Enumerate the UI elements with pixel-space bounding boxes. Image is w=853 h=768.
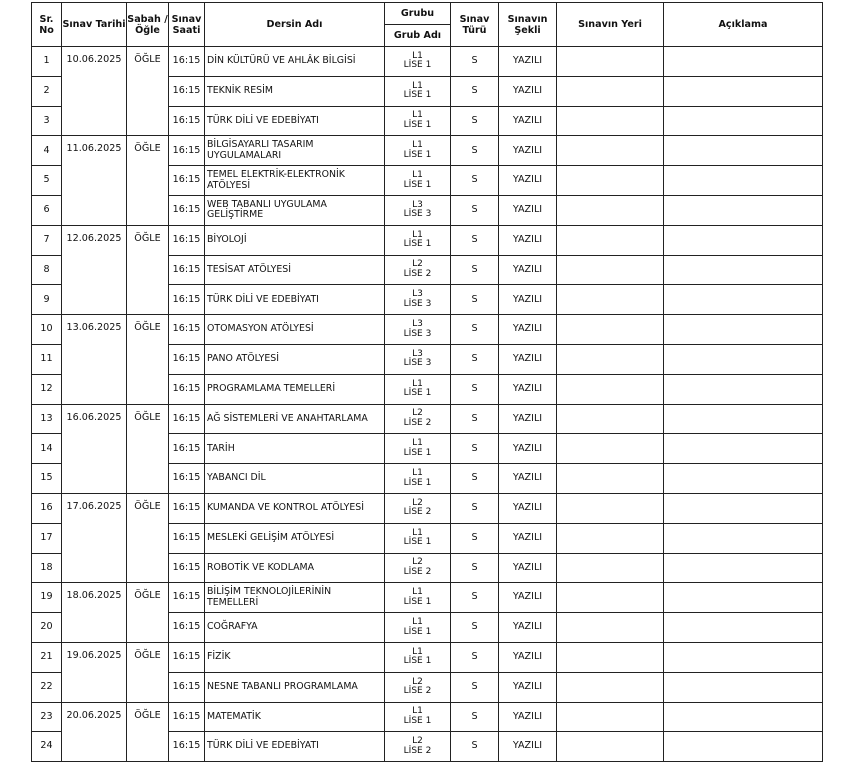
row-number: 18 [32, 553, 62, 583]
course-name: TÜRK DİLİ VE EDEBİYATI [205, 106, 385, 136]
exam-place [557, 583, 664, 613]
exam-type: S [451, 344, 499, 374]
group-name: LİSE 1 [403, 119, 432, 130]
group-code: L1 [412, 378, 423, 389]
exam-notes [664, 464, 823, 494]
exam-place [557, 76, 664, 106]
exam-time: 16:15 [169, 642, 205, 672]
exam-form: YAZILI [499, 195, 557, 225]
group-name: LİSE 2 [403, 268, 432, 279]
group-code: L2 [412, 497, 423, 508]
group-name: LİSE 1 [403, 715, 432, 726]
exam-period: ÖĞLE [127, 136, 169, 225]
row-number: 21 [32, 642, 62, 672]
exam-type: S [451, 464, 499, 494]
group-code: L2 [412, 557, 423, 568]
group-name: LİSE 3 [403, 209, 432, 220]
exam-notes [664, 76, 823, 106]
course-name: KUMANDA VE KONTROL ATÖLYESİ [205, 493, 385, 523]
course-name: TEKNİK RESİM [205, 76, 385, 106]
exam-notes [664, 195, 823, 225]
group-cell [385, 315, 451, 345]
exam-time: 16:15 [169, 493, 205, 523]
exam-notes [664, 315, 823, 345]
exam-time: 16:15 [169, 106, 205, 136]
exam-form: YAZILI [499, 702, 557, 732]
exam-place [557, 166, 664, 196]
group-code: L2 [412, 676, 423, 687]
exam-form: YAZILI [499, 642, 557, 672]
exam-period: ÖĞLE [127, 583, 169, 643]
table-header [32, 3, 823, 47]
group-name: LİSE 1 [403, 537, 432, 548]
course-name: PROGRAMLAMA TEMELLERİ [205, 374, 385, 404]
exam-notes [664, 553, 823, 583]
header-sr-no: Sr. No [32, 3, 62, 47]
table-row [32, 404, 823, 434]
group-name: LİSE 1 [403, 447, 432, 458]
exam-notes [664, 166, 823, 196]
exam-period: ÖĞLE [127, 404, 169, 493]
exam-place [557, 464, 664, 494]
exam-time: 16:15 [169, 613, 205, 643]
group-cell [385, 404, 451, 434]
group-cell [385, 106, 451, 136]
table-row [32, 702, 823, 732]
course-name: BİLGİSAYARLI TASARIM UYGULAMALARI [205, 136, 385, 166]
group-cell [385, 613, 451, 643]
header-group-name: Grub Adı [385, 25, 451, 47]
exam-form: YAZILI [499, 76, 557, 106]
exam-type: S [451, 732, 499, 762]
exam-type: S [451, 493, 499, 523]
group-cell [385, 732, 451, 762]
exam-period: ÖĞLE [127, 315, 169, 404]
table-row [32, 136, 823, 166]
exam-place [557, 344, 664, 374]
course-name: OTOMASYON ATÖLYESİ [205, 315, 385, 345]
exam-form: YAZILI [499, 404, 557, 434]
exam-type: S [451, 76, 499, 106]
row-number: 15 [32, 464, 62, 494]
exam-type: S [451, 374, 499, 404]
exam-time: 16:15 [169, 702, 205, 732]
header-exam-type: Sınav Türü [451, 3, 499, 47]
exam-notes [664, 583, 823, 613]
exam-type: S [451, 523, 499, 553]
group-code: L1 [412, 80, 423, 91]
exam-time: 16:15 [169, 195, 205, 225]
exam-type: S [451, 225, 499, 255]
course-name: TEMEL ELEKTRİK-ELEKTRONİK ATÖLYESİ [205, 166, 385, 196]
exam-time: 16:15 [169, 225, 205, 255]
group-code: L3 [412, 348, 423, 359]
group-code: L2 [412, 736, 423, 747]
table-row [32, 225, 823, 255]
row-number: 5 [32, 166, 62, 196]
exam-place [557, 523, 664, 553]
exam-schedule-table [31, 2, 823, 762]
row-number: 6 [32, 195, 62, 225]
exam-time: 16:15 [169, 732, 205, 762]
group-code: L1 [412, 438, 423, 449]
group-cell [385, 523, 451, 553]
exam-time: 16:15 [169, 47, 205, 77]
table-row [32, 315, 823, 345]
course-name: TESİSAT ATÖLYESİ [205, 255, 385, 285]
exam-place [557, 106, 664, 136]
course-name: YABANCI DİL [205, 464, 385, 494]
exam-place [557, 732, 664, 762]
group-name: LİSE 1 [403, 388, 432, 399]
exam-notes [664, 285, 823, 315]
exam-notes [664, 106, 823, 136]
group-code: L3 [412, 289, 423, 300]
group-code: L1 [412, 467, 423, 478]
exam-place [557, 225, 664, 255]
exam-date: 11.06.2025 [62, 136, 127, 225]
group-cell [385, 493, 451, 523]
group-cell [385, 255, 451, 285]
exam-time: 16:15 [169, 464, 205, 494]
row-number: 12 [32, 374, 62, 404]
exam-notes [664, 523, 823, 553]
group-name: LİSE 1 [403, 596, 432, 607]
exam-time: 16:15 [169, 672, 205, 702]
group-name: LİSE 1 [403, 60, 432, 71]
group-cell [385, 76, 451, 106]
exam-time: 16:15 [169, 166, 205, 196]
exam-date: 18.06.2025 [62, 583, 127, 643]
exam-form: YAZILI [499, 672, 557, 702]
exam-form: YAZILI [499, 47, 557, 77]
group-cell [385, 136, 451, 166]
group-name: LİSE 2 [403, 507, 432, 518]
exam-date: 20.06.2025 [62, 702, 127, 762]
group-name: LİSE 1 [403, 626, 432, 637]
exam-period: ÖĞLE [127, 225, 169, 314]
table-row [32, 583, 823, 613]
exam-form: YAZILI [499, 493, 557, 523]
exam-form: YAZILI [499, 136, 557, 166]
exam-type: S [451, 404, 499, 434]
exam-form: YAZILI [499, 732, 557, 762]
course-name: MESLEKİ GELİŞİM ATÖLYESİ [205, 523, 385, 553]
exam-place [557, 642, 664, 672]
exam-place [557, 493, 664, 523]
exam-form: YAZILI [499, 315, 557, 345]
exam-place [557, 404, 664, 434]
exam-form: YAZILI [499, 523, 557, 553]
exam-notes [664, 344, 823, 374]
group-code: L1 [412, 706, 423, 717]
exam-time: 16:15 [169, 136, 205, 166]
group-cell [385, 553, 451, 583]
group-code: L3 [412, 199, 423, 210]
row-number: 13 [32, 404, 62, 434]
row-number: 11 [32, 344, 62, 374]
exam-type: S [451, 166, 499, 196]
group-cell [385, 464, 451, 494]
exam-place [557, 285, 664, 315]
group-code: L1 [412, 587, 423, 598]
group-name: LİSE 2 [403, 417, 432, 428]
group-code: L1 [412, 616, 423, 627]
course-name: AĞ SİSTEMLERİ VE ANAHTARLAMA [205, 404, 385, 434]
exam-time: 16:15 [169, 434, 205, 464]
exam-time: 16:15 [169, 285, 205, 315]
exam-notes [664, 434, 823, 464]
row-number: 9 [32, 285, 62, 315]
exam-time: 16:15 [169, 583, 205, 613]
exam-notes [664, 493, 823, 523]
exam-date: 13.06.2025 [62, 315, 127, 404]
exam-time: 16:15 [169, 404, 205, 434]
course-name: PANO ATÖLYESİ [205, 344, 385, 374]
row-number: 1 [32, 47, 62, 77]
row-number: 24 [32, 732, 62, 762]
group-name: LİSE 1 [403, 477, 432, 488]
exam-period: ÖĞLE [127, 702, 169, 762]
group-name: LİSE 2 [403, 566, 432, 577]
exam-notes [664, 404, 823, 434]
exam-notes [664, 702, 823, 732]
row-number: 16 [32, 493, 62, 523]
row-number: 10 [32, 315, 62, 345]
exam-notes [664, 47, 823, 77]
header-course-name: Dersin Adı [205, 3, 385, 47]
group-code: L3 [412, 318, 423, 329]
exam-time: 16:15 [169, 523, 205, 553]
exam-time: 16:15 [169, 76, 205, 106]
group-name: LİSE 1 [403, 90, 432, 101]
course-name: TARİH [205, 434, 385, 464]
exam-form: YAZILI [499, 344, 557, 374]
exam-notes [664, 672, 823, 702]
group-code: L1 [412, 229, 423, 240]
row-number: 3 [32, 106, 62, 136]
exam-date: 19.06.2025 [62, 642, 127, 702]
group-name: LİSE 1 [403, 149, 432, 160]
group-cell [385, 702, 451, 732]
group-name: LİSE 2 [403, 686, 432, 697]
group-code: L1 [412, 110, 423, 121]
exam-notes [664, 374, 823, 404]
exam-form: YAZILI [499, 106, 557, 136]
exam-form: YAZILI [499, 285, 557, 315]
group-code: L2 [412, 259, 423, 270]
exam-form: YAZILI [499, 255, 557, 285]
exam-type: S [451, 255, 499, 285]
exam-type: S [451, 702, 499, 732]
exam-notes [664, 255, 823, 285]
header-group: Grubu [385, 3, 451, 25]
group-cell [385, 285, 451, 315]
exam-time: 16:15 [169, 553, 205, 583]
course-name: MATEMATİK [205, 702, 385, 732]
exam-notes [664, 136, 823, 166]
exam-period: ÖĞLE [127, 47, 169, 136]
row-number: 14 [32, 434, 62, 464]
group-code: L1 [412, 169, 423, 180]
course-name: WEB TABANLI UYGULAMA GELİŞTİRME [205, 195, 385, 225]
group-code: L1 [412, 50, 423, 61]
exam-time: 16:15 [169, 344, 205, 374]
header-exam-form: Sınavın Şekli [499, 3, 557, 47]
exam-place [557, 553, 664, 583]
group-cell [385, 225, 451, 255]
header-morning-noon: Sabah / Öğle [127, 3, 169, 47]
header-exam-time: Sınav Saati [169, 3, 205, 47]
exam-place [557, 434, 664, 464]
header-notes: Açıklama [664, 3, 823, 47]
group-name: LİSE 1 [403, 239, 432, 250]
exam-form: YAZILI [499, 225, 557, 255]
table-row [32, 47, 823, 77]
exam-type: S [451, 106, 499, 136]
exam-type: S [451, 136, 499, 166]
table-body [32, 47, 823, 762]
group-name: LİSE 3 [403, 358, 432, 369]
exam-period: ÖĞLE [127, 642, 169, 702]
row-number: 20 [32, 613, 62, 643]
exam-date: 17.06.2025 [62, 493, 127, 582]
header-exam-place: Sınavın Yeri [557, 3, 664, 47]
row-number: 19 [32, 583, 62, 613]
group-cell [385, 195, 451, 225]
exam-notes [664, 642, 823, 672]
exam-form: YAZILI [499, 553, 557, 583]
row-number: 7 [32, 225, 62, 255]
group-name: LİSE 2 [403, 745, 432, 756]
group-name: LİSE 3 [403, 298, 432, 309]
exam-place [557, 315, 664, 345]
group-name: LİSE 3 [403, 328, 432, 339]
exam-time: 16:15 [169, 315, 205, 345]
exam-place [557, 255, 664, 285]
group-cell [385, 344, 451, 374]
group-cell [385, 47, 451, 77]
group-cell [385, 434, 451, 464]
exam-place [557, 195, 664, 225]
group-name: LİSE 1 [403, 179, 432, 190]
exam-form: YAZILI [499, 464, 557, 494]
course-name: DİN KÜLTÜRÜ VE AHLÂK BİLGİSİ [205, 47, 385, 77]
exam-form: YAZILI [499, 374, 557, 404]
exam-type: S [451, 47, 499, 77]
course-name: ROBOTİK VE KODLAMA [205, 553, 385, 583]
exam-type: S [451, 613, 499, 643]
table-row [32, 642, 823, 672]
course-name: FİZİK [205, 642, 385, 672]
exam-place [557, 136, 664, 166]
course-name: COĞRAFYA [205, 613, 385, 643]
exam-place [557, 374, 664, 404]
group-code: L1 [412, 527, 423, 538]
exam-type: S [451, 553, 499, 583]
exam-place [557, 613, 664, 643]
row-number: 23 [32, 702, 62, 732]
exam-place [557, 47, 664, 77]
group-code: L1 [412, 140, 423, 151]
exam-type: S [451, 672, 499, 702]
course-name: BİLİŞİM TEKNOLOJİLERİNİN TEMELLERİ [205, 583, 385, 613]
exam-form: YAZILI [499, 434, 557, 464]
group-code: L1 [412, 646, 423, 657]
exam-type: S [451, 434, 499, 464]
exam-notes [664, 225, 823, 255]
row-number: 4 [32, 136, 62, 166]
exam-place [557, 672, 664, 702]
group-cell [385, 166, 451, 196]
exam-place [557, 702, 664, 732]
exam-form: YAZILI [499, 613, 557, 643]
exam-type: S [451, 285, 499, 315]
exam-type: S [451, 315, 499, 345]
group-cell [385, 583, 451, 613]
group-cell [385, 642, 451, 672]
row-number: 17 [32, 523, 62, 553]
group-cell [385, 672, 451, 702]
course-name: TÜRK DİLİ VE EDEBİYATI [205, 732, 385, 762]
exam-type: S [451, 583, 499, 613]
header-exam-date: Sınav Tarihi [62, 3, 127, 47]
row-number: 2 [32, 76, 62, 106]
exam-notes [664, 613, 823, 643]
group-name: LİSE 1 [403, 656, 432, 667]
group-code: L2 [412, 408, 423, 419]
exam-form: YAZILI [499, 166, 557, 196]
row-number: 8 [32, 255, 62, 285]
course-name: TÜRK DİLİ VE EDEBİYATI [205, 285, 385, 315]
exam-time: 16:15 [169, 374, 205, 404]
exam-type: S [451, 642, 499, 672]
exam-period: ÖĞLE [127, 493, 169, 582]
row-number: 22 [32, 672, 62, 702]
course-name: BİYOLOJİ [205, 225, 385, 255]
exam-form: YAZILI [499, 583, 557, 613]
table-row [32, 493, 823, 523]
exam-notes [664, 732, 823, 762]
exam-type: S [451, 195, 499, 225]
course-name: NESNE TABANLI PROGRAMLAMA [205, 672, 385, 702]
exam-date: 16.06.2025 [62, 404, 127, 493]
exam-time: 16:15 [169, 255, 205, 285]
exam-date: 10.06.2025 [62, 47, 127, 136]
exam-date: 12.06.2025 [62, 225, 127, 314]
group-cell [385, 374, 451, 404]
